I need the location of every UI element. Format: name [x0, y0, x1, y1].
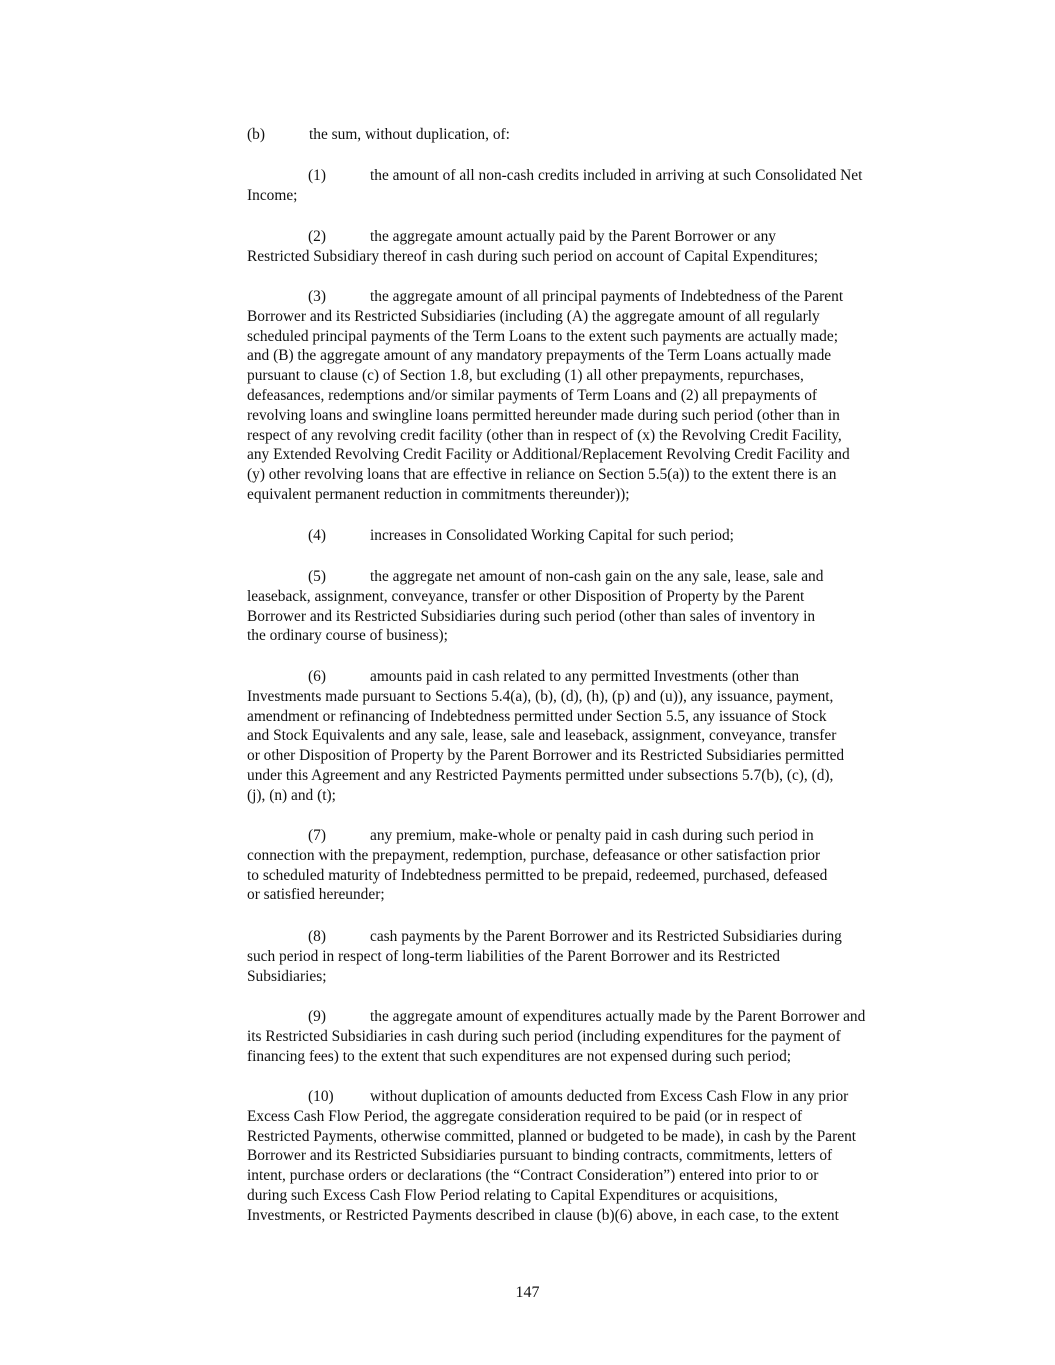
clause-b-line: [247, 125, 937, 145]
item-label: (5): [308, 568, 326, 585]
item-first-line: [247, 927, 937, 947]
item-line: Restricted Payments, otherwise committed, planned or budgeted to be made), in cash by the Parent: [247, 1127, 857, 1145]
item-line: (y) other revolving loans that are effective in reliance on Section 5.5(a)) to the extent there is an: [247, 466, 837, 484]
item-label: (1): [308, 167, 326, 184]
item-line: scheduled principal payments of the Term Loans to the extent such payments are actually made;: [247, 327, 838, 345]
item-line: respect of any revolving credit facility (other than in respect of (x) the Revolving Credit Facility,: [247, 426, 842, 444]
item-line: Borrower and its Restricted Subsidiaries (including (A) the aggregate amount of all regularly: [247, 307, 820, 325]
item-7: [247, 826, 937, 905]
item-line: financing fees) to the extent that such expenditures are not expensed during such period;: [247, 1047, 792, 1065]
item-8: [247, 927, 937, 986]
item-first-text: increases in Consolidated Working Capital for such period;: [370, 527, 734, 544]
item-line: or satisfied hereunder;: [247, 886, 385, 904]
item-label: (2): [308, 228, 326, 245]
item-line: during such Excess Cash Flow Period relating to Capital Expenditures or acquisitions,: [247, 1186, 778, 1204]
clause-b-label: (b): [247, 126, 265, 143]
item-line: defeasances, redemptions and/or similar payments of Term Loans and (2) all prepayments of: [247, 386, 818, 404]
item-line: intent, purchase orders or declarations (the “Contract Consideration”) entered into prior to or: [247, 1167, 819, 1185]
item-label: (7): [308, 827, 326, 844]
item-line: equivalent permanent reduction in commitments thereunder));: [247, 485, 630, 503]
item-line: its Restricted Subsidiaries in cash during such period (including expenditures for the payment of: [247, 1027, 841, 1045]
item-line: and Stock Equivalents and any sale, lease, sale and leaseback, assignment, conveyance, transfer: [247, 727, 837, 745]
page-number: 147: [515, 1284, 540, 1301]
item-line: Borrower and its Restricted Subsidiaries during such period (other than sales of inventory in: [247, 607, 816, 625]
item-label: (10): [308, 1088, 334, 1105]
item-4: [247, 526, 937, 546]
item-line: Investments, or Restricted Payments described in clause (b)(6) above, in each case, to the extent: [247, 1206, 839, 1224]
item-line: such period in respect of long-term liabilities of the Parent Borrower and its Restricted: [247, 947, 780, 965]
item-first-line: [247, 567, 937, 587]
item-label: (9): [308, 1008, 326, 1025]
item-first-text: the aggregate amount of all principal payments of Indebtedness of the Parent: [370, 288, 844, 305]
item-first-text: amounts paid in cash related to any permitted Investments (other than: [370, 668, 800, 685]
item-line: and (B) the aggregate amount of any mandatory prepayments of the Term Loans actually made: [247, 347, 832, 365]
item-line: Subsidiaries;: [247, 967, 327, 985]
item-line: Investments made pursuant to Sections 5.4(a), (b), (d), (h), (p) and (u)), any issuance, payment,: [247, 687, 834, 705]
item-line: Excess Cash Flow Period, the aggregate consideration required to be paid (or in respect of: [247, 1107, 803, 1125]
item-first-text: the aggregate amount of expenditures actually made by the Parent Borrower and: [370, 1008, 866, 1025]
clause-b-text: the sum, without duplication, of:: [309, 126, 510, 143]
item-line: (j), (n) and (t);: [247, 786, 336, 804]
item-first-text: the aggregate amount actually paid by the Parent Borrower or any: [370, 228, 776, 245]
item-first-line: [247, 227, 937, 247]
item-line: or other Disposition of Property by the Parent Borrower and its Restricted Subsidiaries permitted: [247, 747, 845, 765]
item-first-text: cash payments by the Parent Borrower and its Restricted Subsidiaries during: [370, 928, 842, 945]
item-first-line: [247, 287, 937, 307]
item-9: [247, 1007, 937, 1066]
item-6: [247, 667, 937, 806]
item-first-text: the aggregate net amount of non-cash gain on the any sale, lease, sale and: [370, 568, 824, 585]
item-line: Income;: [247, 186, 298, 204]
item-label: (8): [308, 928, 326, 945]
item-line: connection with the prepayment, redemption, purchase, defeasance or other satisfaction prior: [247, 846, 821, 864]
item-label: (6): [308, 668, 326, 685]
item-label: (4): [308, 527, 326, 544]
item-10: [247, 1087, 937, 1226]
clause-b: [247, 125, 937, 145]
item-first-text: without duplication of amounts deducted from Excess Cash Flow in any prior: [370, 1088, 849, 1105]
item-first-text: any premium, make-whole or penalty paid in cash during such period in: [370, 827, 814, 844]
item-label: (3): [308, 288, 326, 305]
item-line: Restricted Subsidiary thereof in cash during such period on account of Capital Expenditures;: [247, 247, 819, 265]
item-first-line: [247, 667, 937, 687]
item-3: [247, 287, 937, 505]
item-line: revolving loans and swingline loans permitted hereunder made during such period (other than in: [247, 406, 840, 424]
item-first-line: [247, 1087, 937, 1107]
item-first-line: [247, 166, 937, 186]
item-5: [247, 567, 937, 646]
item-line: Borrower and its Restricted Subsidiaries pursuant to binding contracts, commitments, letters of: [247, 1147, 833, 1165]
item-line: to scheduled maturity of Indebtedness permitted to be prepaid, redeemed, purchased, defeased: [247, 866, 828, 884]
item-line: under this Agreement and any Restricted Payments permitted under subsections 5.7(b), (c), (d),: [247, 766, 834, 784]
item-2: [247, 227, 937, 267]
item-1: [247, 166, 937, 206]
item-line: amendment or refinancing of Indebtedness permitted under Section 5.5, any issuance of Stock: [247, 707, 827, 725]
item-line: the ordinary course of business);: [247, 627, 448, 645]
item-line: any Extended Revolving Credit Facility or Additional/Replacement Revolving Credit Facility and: [247, 446, 850, 464]
item-first-line: [247, 526, 937, 546]
item-first-line: [247, 826, 937, 846]
item-first-text: the amount of all non-cash credits included in arriving at such Consolidated Net: [370, 167, 863, 184]
item-line: leaseback, assignment, conveyance, transfer or other Disposition of Property by the Parent: [247, 587, 805, 605]
item-first-line: [247, 1007, 937, 1027]
item-line: pursuant to clause (c) of Section 1.8, but excluding (1) all other prepayments, repurchases,: [247, 367, 804, 385]
